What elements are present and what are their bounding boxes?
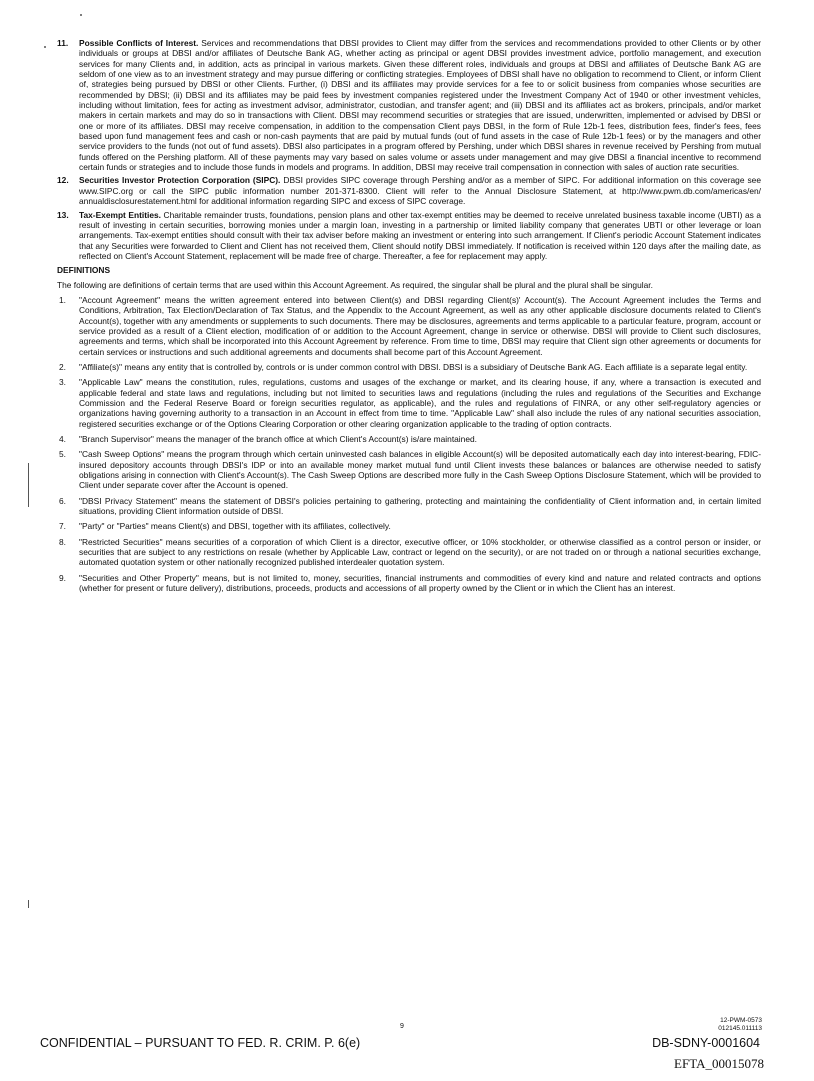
scan-speck <box>80 14 82 16</box>
document-code-line: 012145.011113 <box>718 1025 762 1032</box>
section-title: Tax-Exempt Entities. <box>79 209 161 220</box>
sections-list <box>57 38 761 261</box>
definition-number: 2. <box>59 361 66 372</box>
section-number: 11. <box>57 38 69 48</box>
scan-speck <box>44 46 46 48</box>
document-body <box>57 38 761 599</box>
confidential-footer: CONFIDENTIAL – PURSUANT TO FED. R. CRIM. P. 6(e) <box>40 1036 361 1050</box>
definition-text: "Cash Sweep Options" means the program through which certain uninvested cash balances in eligible Account(s) will be deposited automatically each day into interest-bearing, FDIC-insured depository accounts through DBSI's IDP or into an available money market mutual fund until Client invests these balances or balances are otherwise needed to satisfy obligations arising in connection with Client's Account(s). The Cash Sweep Options are described more fully in the Cash Sweep Options Disclosure Statement, which will be provided to Client under separate cover after the Account is opened. <box>79 449 761 491</box>
definition-text: "Affiliate(s)" means any entity that is controlled by, controls or is under common control with DBSI. DBSI is a subsidiary of Deutsche Bank AG. Each affiliate is a separate legal entity. <box>79 361 748 372</box>
definition-number: 7. <box>59 521 66 532</box>
margin-line <box>28 463 29 507</box>
bates-number: DB-SDNY-0001604 <box>652 1036 760 1050</box>
section-title: Securities Investor Protection Corporation (SIPC). <box>79 175 281 186</box>
definitions-heading: DEFINITIONS <box>57 265 111 276</box>
definition-number: 1. <box>59 294 66 305</box>
document-code-line: 12-PWM-0573 <box>720 1017 762 1024</box>
definition-text: "Securities and Other Property" means, but is not limited to, money, securities, financial instruments and commodities of every kind and nature and related contracts and options (whether for present or future delivery), distributions, proceeds, products and accessions of all property owned by the Client or in which the Client has an interest. <box>79 572 761 594</box>
section-title: Possible Conflicts of Interest. <box>79 38 199 48</box>
definition-item <box>57 449 761 490</box>
definition-item <box>57 521 761 531</box>
section-body: DBSI provides SIPC coverage through Pershing and/or as a member of SIPC. For additional information on this coverage see www.SIPC.org or call the SIPC public information number 201-371-8300. Client will refer to the Annual Disclosure Statement, at http://www.pwm.db.com/americas/en/ annualdisclosurestatement.html for additional information regarding SIPC and excess of SIPC coverage. <box>79 175 761 207</box>
document-code <box>718 1017 762 1033</box>
section-body: Charitable remainder trusts, foundations, pension plans and other tax-exempt entities may be deemed to receive unrelated business taxable income (UBTI) as a result of investing in certain securities, borrowing monies under a margin loan, investing in a partnership or limited liability company that generates UBTI or other leverage or loan arrangements. Tax-exempt entities should consult with their tax adviser before making an investment or entering into such arrangement. If Client's periodic Account Statement indicates that any Securities were forwarded to Client and Client has not received them, Client should notify DBSI immediately. If notification is received within 120 days after the mailing date, as reflected on Client's Account Statement, replacement will be made free of charge. Thereafter, a fee for replacement may apply. <box>79 209 761 261</box>
definition-item <box>57 496 761 517</box>
definitions-list <box>57 295 761 594</box>
definitions-intro: The following are definitions of certain terms that are used within this Account Agreement. As required, the singular shall be plural and the plural shall be singular. <box>57 279 653 290</box>
section-13 <box>57 210 761 262</box>
margin-line <box>28 900 29 908</box>
definition-number: 3. <box>59 377 66 388</box>
definition-text: "Restricted Securities" means securities of a corporation of which Client is a director, executive officer, or 10% stockholder, or otherwise classified as a control person or insider, or securities that are subject to any restrictions on resale (whether by Applicable Law, contract or legend on the security), or are not traded on or through a national securities exchange, automated quotation system or other nationally recognized published interdealer quotation system. <box>79 536 761 568</box>
definition-number: 9. <box>59 572 66 583</box>
section-body: Services and recommendations that DBSI provides to Client may differ from the services and recommendations provided to other Clients or by other individuals or groups at DBSI and/or affiliates of Deutsche Bank AG, whether acting as principal or agent DBSI provides investment advice, portfolio management, and execution services for many Clients and, in addition, acts as principal in various markets. Given these different roles, individuals and groups at DBSI and affiliates of Deutsche Bank AG are seldom of one view as to an investment strategy and may pursue differing or conflicting strategies. Employees of DBSI shall have no obligation to recommend to Client, or inform Client of, strategies being pursued by DBSI or other Clients. Further, (i) DBSI and its affiliates may provide services for a fee to or solicit business from companies whose securities are recommended by DBSI; (ii) DBSI and its affiliates may be paid fees by investment companies registered under the Investment Company Act of 1940 or other investment vehicles, including without limitation, fees for acting as investment advisor, administrator, custodian, and transfer agent; and (iii) DBSI and its affiliates act as brokers, principals, and/or market makers in certain markets and may do so in transactions with Client. DBSI may recommend securities or strategies that are issued, underwritten, implemented or advised by DBSI or one or more of its affiliates. DBSI may receive compensation, in addition to the compensation Client pays DBSI, in the form of Rule 12b-1 fees, distribution fees, finder's fees, fees based upon fund management fees and cash or non-cash payments that are paid by mutual funds (out of fund assets in the case of Rule 12b-1 fees) or by the managers and other service providers to the funds (not out of fund assets). DBSI also participates in a program offered by Pershing, under which DBSI shares in revenue received by Pershing from mutual funds offered on the Pershing platform. All of these payments may vary based on sales volume or assets under management and may give DBSI a financial incentive to recommend certain funds or strategies and to include those funds in models and programs. In addition, DBSI may receive trail compensation in connection with sales of auction rate securities. <box>79 38 762 173</box>
section-number: 12. <box>57 175 69 186</box>
definition-item <box>57 537 761 568</box>
definition-number: 5. <box>59 449 66 460</box>
definition-number: 4. <box>59 434 66 445</box>
definition-text: "Account Agreement" means the written agreement entered into between Client(s) and DBSI regarding Client(s)' Account(s). The Account Agreement includes the Terms and Conditions, Arbitration, Tax Election/Declaration of Tax Status, and the Appendix to the Account Agreement, as well as any other applicable disclosure documents related to Client's Account(s), together with any amendments or supplements to such documents. There may be disclosures, agreements and terms applicable to a particular feature, program, account or service provided as a result of a Client election, modification of or addition to the Account Agreement, change in service or otherwise. DBSI will provide to Client such disclosures, agreements and terms, which shall be incorporated into this Account Agreement by reference. From time to time, DBSI may require that Client sign other agreements or documents for certain services or instructions and such additional agreements and documents shall become part of this Account Agreement. <box>79 294 761 357</box>
section-11 <box>57 38 761 172</box>
definition-text: "Branch Supervisor" means the manager of the branch office at which Client's Account(s) is/are maintained. <box>79 434 477 445</box>
definition-text: "Party" or "Parties" means Client(s) and DBSI, together with its affiliates, collectively. <box>79 521 391 532</box>
definition-item <box>57 377 761 429</box>
section-12 <box>57 175 761 206</box>
definition-text: "Applicable Law" means the constitution, rules, regulations, customs and usages of the exchange or market, and its clearing house, if any, where a transaction is executed and applicable federal and state laws and regulations, including but not limited to securities laws and regulations (including the rules and regulations of the Securities and Exchange Commission and the Federal Reserve Board or foreign securities regulator, as applicable), and the rules and regulations of FINRA, or any other self-regulatory agencies or organizations having governing authority to a transaction in an Account in effect from time to time. "Applicable Law" shall also include the rules of any national securities association, registered securities exchange or of the Options Clearing Corporation or other clearing organization applicable to the trading of option contracts. <box>79 377 761 429</box>
definition-number: 8. <box>59 536 66 547</box>
section-number: 13. <box>57 209 69 220</box>
definition-text: "DBSI Privacy Statement" means the statement of DBSI's policies pertaining to gathering, protecting and maintaining the confidentiality of Client information and, in certain limited situations, providing Client information outside of DBSI. <box>79 495 761 517</box>
page-number: 9 <box>400 1023 404 1030</box>
definition-item <box>57 434 761 444</box>
definition-item <box>57 295 761 357</box>
definition-item <box>57 362 761 372</box>
efta-number: EFTA_00015078 <box>674 1056 764 1071</box>
definition-number: 6. <box>59 495 66 506</box>
definition-item <box>57 573 761 594</box>
